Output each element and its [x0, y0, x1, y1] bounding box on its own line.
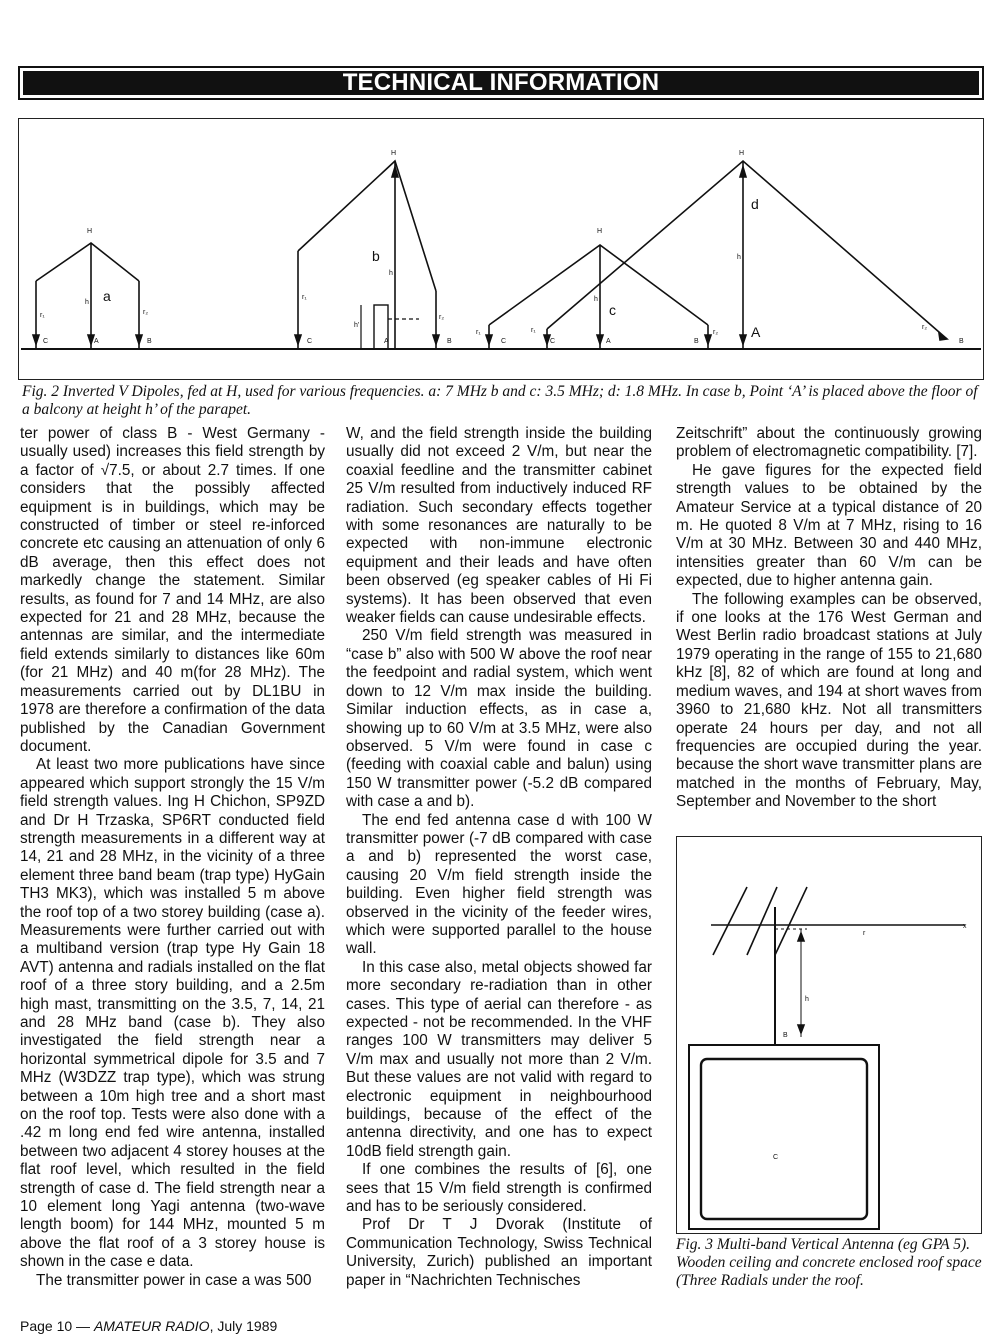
dipole-c	[486, 245, 711, 349]
label-C-b: C	[307, 338, 313, 345]
dipole-b	[295, 161, 439, 349]
radial-2	[747, 887, 777, 955]
paragraph: Zeitschrift” about the continuously growing problem of electromagnetic compatibility. [7].	[676, 425, 982, 461]
figure-2-drawing	[19, 119, 985, 381]
paragraph: The transmitter power in case a was 500	[36, 1271, 312, 1289]
label-case-a: a	[103, 288, 111, 304]
paragraph: Prof Dr T J Dvorak (Institute of Communication Technology, Swiss Technical University, Zurich) published an important paper in “Nachrichten Technisches	[346, 1216, 652, 1289]
roof-space-outer	[689, 1045, 879, 1229]
text-column-2	[346, 425, 652, 1290]
paragraph: 250 V/m field strength was measured in “case b” also with 500 W above the roof near the feedpoint and radial system, which went down to 12 V/m max inside the building. Similar induction effects, as in case a, showing up to 60 V/m at 3.5 MHz, were also observed. 5 V/m were found in case c (feeding with coaxial cable and balun) using 150 W transmitter power (-5.2 dB compared with case a and b).	[346, 627, 652, 811]
label-A-c: A	[606, 338, 611, 345]
figure-3-drawing	[677, 837, 983, 1235]
dipole-d	[544, 161, 947, 349]
label-r2-b: r₂	[439, 314, 445, 321]
label-r2-d: r₂	[922, 324, 928, 331]
label-H-a: H	[87, 228, 93, 235]
label-r1-c: r₁	[476, 329, 481, 336]
label-case-c: c	[609, 302, 616, 318]
label-A-d: A	[751, 324, 761, 340]
label-h: h	[805, 996, 809, 1003]
magazine-name: AMATEUR RADIO	[93, 1318, 210, 1334]
roof-space-inner	[701, 1059, 867, 1219]
label-B-b: B	[447, 338, 452, 345]
label-C-c: C	[501, 338, 507, 345]
label-case-b: b	[372, 248, 380, 264]
page-number: Page 10 —	[20, 1318, 94, 1334]
section-banner	[18, 66, 984, 100]
label-B-c: B	[694, 338, 699, 345]
label-C-a: C	[43, 338, 49, 345]
text-column-3	[676, 425, 982, 812]
label-C-d: C	[550, 338, 556, 345]
label-r1-d: r₁	[531, 327, 536, 334]
figure-3-caption: Fig. 3 Multi-band Vertical Antenna (eg GPA 5). Wooden ceiling and concrete enclosed roof space (Three Radials under the roof.	[676, 1236, 982, 1289]
paragraph: The end fed antenna case d with 100 W transmitter power (-7 dB compared with case a and b) represented the worst case, causing 20 V/m field strength inside the building. Even higher field strength was observed in the vicinity of the feeder wires, which were supported parallel to the house wall.	[346, 811, 652, 958]
figure-2-caption: Fig. 2 Inverted V Dipoles, fed at H, used for various frequencies. a: 7 MHz b and c: 3.5 MHz; d: 1.8 MHz. In case b, Point ‘A’ is placed above the floor of a balcony at height h’ of the parapet.	[22, 383, 978, 418]
paragraph: W, and the field strength inside the building usually did not exceed 2 V/m, but near the coaxial feedline and the transmitter cabinet 25 V/m resulted from inductively induced RF radiation. Such secondary effects together with some resonances are naturally to be expected with non-immune electronic equipment and their leads and have often been observed (eg speaker cables of Hi Fi systems). It has been observed that even weaker fields can cause undesirable effects.	[346, 425, 652, 627]
page-footer	[20, 1318, 277, 1334]
radial-3	[775, 887, 807, 955]
label-r2-a: r₂	[143, 309, 149, 316]
label-r: r	[863, 930, 866, 937]
issue-date: , July 1989	[209, 1318, 278, 1334]
paragraph: He gave figures for the expected field strength values to be obtained by the Amateur Service at a typical distance of 20 m. He quoted 8 V/m at 7 MHz, rising to 16 V/m at 30 MHz. Between 30 and 440 MHz, intensities greater than 60 V/m can be expected, due to higher antenna gain.	[676, 461, 982, 590]
radial-1	[713, 887, 747, 955]
label-h-c: h	[594, 296, 598, 303]
label-B: B	[783, 1032, 788, 1039]
section-title: TECHNICAL INFORMATION	[23, 71, 979, 95]
paragraph: In this case also, metal objects showed far more secondary re-radiation than in other cases. This type of aerial can therefore - as expected - not be recommended. In the VHF ranges 100 W transmitters may deliver 5 V/m max and usually not more than 2 V/m. But these values are not valid with regard to electronic equipment in neighbourhood buildings, because of the effect of the antenna directivity, and one has to expect 10dB field strength gain.	[346, 958, 652, 1160]
paragraph: The following examples can be observed, if one looks at the 176 West German and West Berlin radio broadcast stations at July 1979 operating in the range of 155 to 21,680 kHz [8], 82 of which are found at long and medium waves, and 194 at short waves from 3960 to 21,680 kHz. Not all transmitters operate 24 hours per day, and not all frequencies are occupied during the year. because the short wave transmitter plans are matched in the months of February, May, September and November to the short	[676, 590, 982, 811]
figure-3	[676, 836, 982, 1234]
label-A-b: A	[384, 338, 389, 345]
label-h-b: h	[389, 270, 393, 277]
label-x: x	[963, 923, 967, 930]
label-h-a: h	[85, 299, 89, 306]
dipole-a	[33, 243, 142, 349]
label-C: C	[773, 1154, 779, 1161]
label-r2-c: r₂	[713, 329, 719, 336]
figure-2	[18, 118, 984, 380]
label-r1-a: r₁	[40, 312, 45, 319]
label-h-d: h	[737, 254, 741, 261]
label-A-a: A	[94, 338, 99, 345]
label-H-c: H	[597, 228, 603, 235]
label-case-d: d	[751, 196, 759, 212]
label-hprime-b: h'	[354, 322, 360, 329]
label-H-d: H	[739, 150, 745, 157]
paragraph: ter power of class B - West Germany - usually used) increases this field strength by a factor of √7.5, or about 2.7 times. If one considers that the possibly affected equipment is in buildings, which may be constructed of timber or steel re-inforced concrete etc causing an attenuation of only 6 dB average, then this effect does not markedly change the statement. Similar results, as found for 7 and 14 MHz, are also expected for 21 and 28 MHz, because the antennas are similar, and the intermediate field extends similarly to distances like 60m (for 21 MHz) and 40 m(for 28 MHz). The measurements carried out by DL1BU in 1978 are therefore a confirmation of the data published by the Canadian Government document.	[20, 425, 325, 755]
paragraph: At least two more publications have since appeared which support strongly the 15 V/m field strength values. Ing H Chichon, SP9ZD and Dr H Trzaska, SP6RT conducted field strength measurements in a different way at 14, 21 and 28 MHz, in the vicinity of a three element three band beam (trap type) HyGain TH3 MK3), which was installed 5 m above the roof top of a two storey building (case a). Measurements were further carried out with a multiband version (trap type Hy Gain 18 AVT) antenna and radials installed on the flat roof of a three story building, and a 2.5m high mast, transmitting on the 3.5, 7, 14, 21 and 28 MHz band (case b). They also investigated the field strength near a horizontal symmetrical dipole for 3.5 and 7 MHz (W3DZZ trap type), which was strung between a 10m high tree and a short mast on the roof top. Tests were also done with a .42 m long end fed wire antenna, installed between two adjacent 4 storey houses at the flat roof level, which resulted in the field strength of case d. The field strength near a 10 element long Yagi antenna (two-wave length boom) for 144 MHz, mounted 5 m above the flat roof of a 3 storey house is shown in the case e data.	[20, 756, 325, 1271]
label-B-d: B	[959, 338, 964, 345]
label-B-a: B	[147, 338, 152, 345]
text-column-1	[20, 425, 325, 1290]
label-H-b: H	[391, 150, 397, 157]
paragraph: If one combines the results of [6], one sees that 15 V/m field strength is confirmed and has to be seriously considered.	[346, 1161, 652, 1216]
label-r1-b: r₁	[302, 294, 307, 301]
